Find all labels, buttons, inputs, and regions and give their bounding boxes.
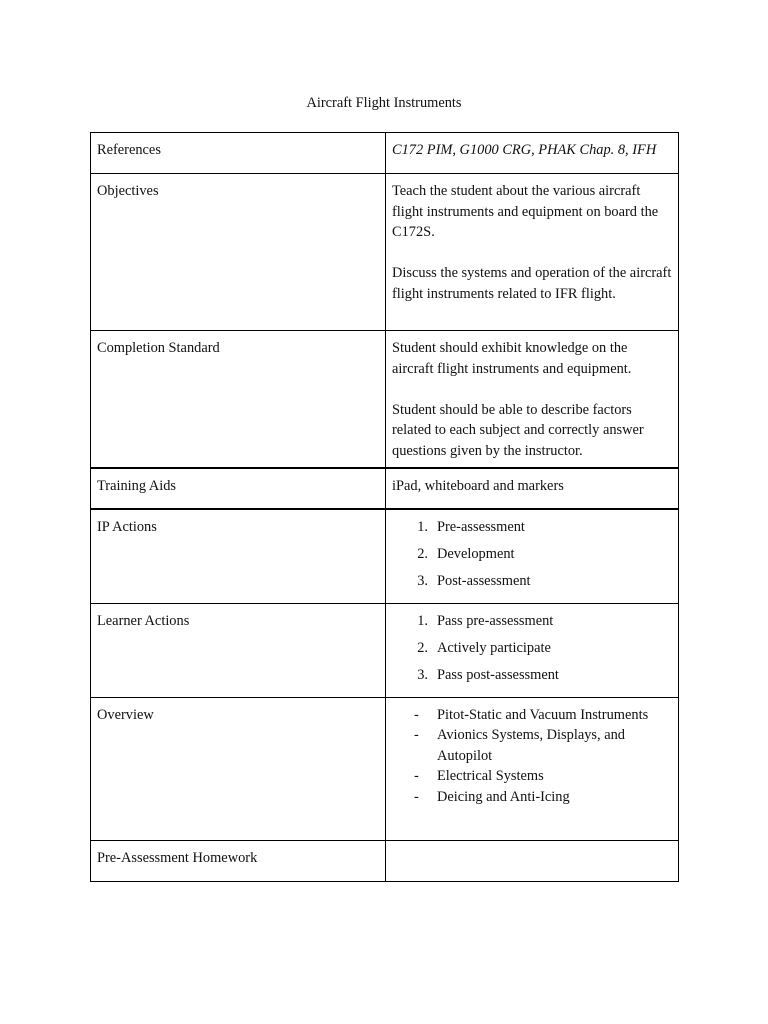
objectives-paragraph: Teach the student about the various aircraft flight instruments and equipment on board the C172S.	[392, 183, 659, 240]
list-item-text: Pass pre-assessment	[437, 612, 554, 629]
list-item	[392, 705, 672, 726]
list-item	[392, 544, 672, 565]
lesson-plan-table	[90, 132, 679, 882]
list-item-text: Actively participate	[437, 639, 551, 656]
list-item-text: Avionics Systems, Displays, and Autopilot	[437, 727, 626, 764]
table-row-training-aids	[91, 468, 679, 509]
ip-actions-value	[386, 509, 679, 603]
references-label: References	[91, 133, 386, 174]
list-item-text: Deicing and Anti-Icing	[437, 788, 570, 805]
list-item	[392, 787, 672, 808]
overview-label: Overview	[91, 697, 386, 840]
table-row-objectives	[91, 174, 679, 331]
training-aids-value: iPad, whiteboard and markers	[386, 468, 679, 509]
completion-standard-label: Completion Standard	[91, 331, 386, 469]
list-item-text: Pitot-Static and Vacuum Instruments	[437, 706, 649, 723]
list-number: 2.	[417, 546, 428, 562]
list-item	[392, 611, 672, 632]
table-row-pre-assessment-homework	[91, 840, 679, 881]
dash-bullet: -	[414, 706, 419, 723]
pre-assessment-homework-label: Pre-Assessment Homework	[91, 840, 386, 881]
training-aids-label: Training Aids	[91, 468, 386, 509]
list-item-text: Development	[437, 546, 515, 562]
learner-actions-list	[392, 611, 672, 686]
list-item	[392, 766, 672, 787]
table-row-ip-actions	[91, 509, 679, 603]
list-item	[392, 571, 672, 592]
list-number: 3.	[417, 666, 428, 683]
list-item-text: Pass post-assessment	[437, 666, 559, 683]
list-number: 1.	[417, 612, 428, 629]
ip-actions-label: IP Actions	[91, 509, 386, 603]
objectives-paragraph: Discuss the systems and operation of the aircraft flight instruments related to IFR flight.	[392, 265, 672, 302]
completion-standard-paragraph: Student should be able to describe factors related to each subject and correctly answer questions given by the instructor.	[392, 401, 644, 459]
table-row-completion-standard	[91, 331, 679, 469]
list-item	[392, 638, 672, 659]
table-row-learner-actions	[91, 603, 679, 697]
table-row-overview	[91, 697, 679, 840]
ip-actions-list	[392, 517, 672, 592]
objectives-label: Objectives	[91, 174, 386, 331]
list-item	[392, 517, 672, 538]
references-value: C172 PIM, G1000 CRG, PHAK Chap. 8, IFH	[386, 133, 679, 174]
dash-bullet: -	[414, 727, 419, 743]
list-item-text: Pre-assessment	[437, 519, 525, 535]
learner-actions-label: Learner Actions	[91, 603, 386, 697]
pre-assessment-homework-value	[386, 840, 679, 881]
overview-value	[386, 697, 679, 840]
completion-standard-paragraph: Student should exhibit knowledge on the aircraft flight instruments and equipment.	[392, 340, 632, 377]
table-row-references	[91, 133, 679, 174]
objectives-value	[386, 174, 679, 331]
list-number: 1.	[417, 519, 428, 535]
dash-bullet: -	[414, 768, 419, 784]
list-item-text: Post-assessment	[437, 573, 531, 589]
list-item-text: Electrical Systems	[437, 768, 544, 784]
list-number: 3.	[417, 573, 428, 589]
overview-list	[392, 705, 672, 808]
list-item	[392, 665, 672, 686]
list-number: 2.	[417, 639, 428, 656]
document-title: Aircraft Flight Instruments	[306, 95, 462, 111]
dash-bullet: -	[414, 788, 419, 805]
learner-actions-value	[386, 603, 679, 697]
completion-standard-value	[386, 331, 679, 469]
list-item	[392, 725, 672, 766]
